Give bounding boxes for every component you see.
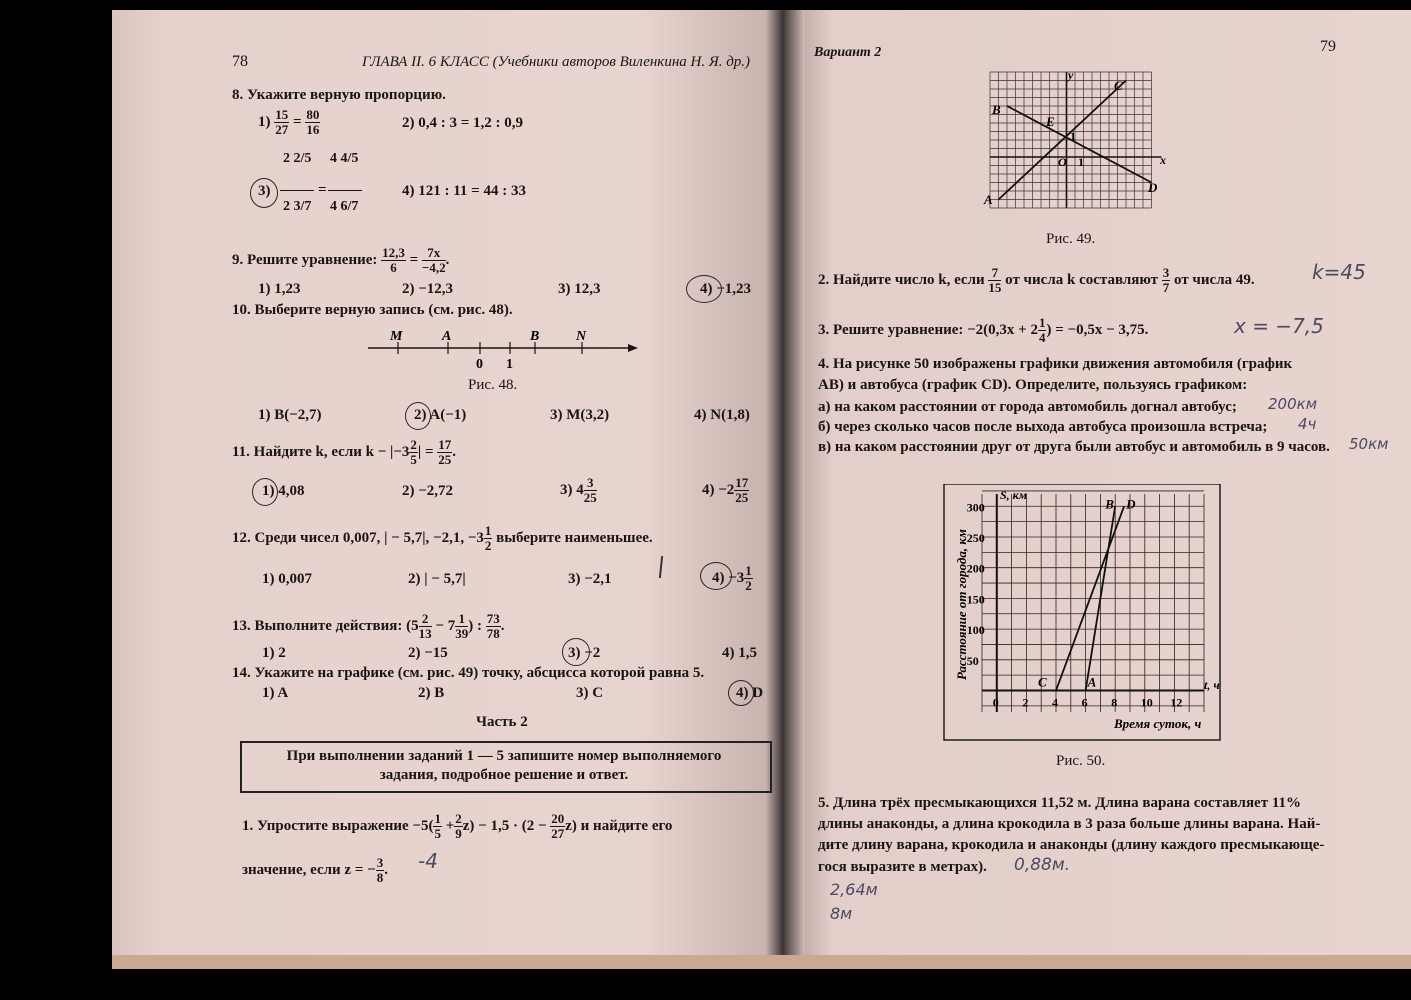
q14-option-4: 4) D [736, 685, 764, 701]
handwritten-answer: k=45 [1312, 260, 1366, 284]
point-label: B [992, 102, 1001, 117]
q9-option-3: 3) 12,3 [558, 281, 601, 297]
q13-stem: 13. Выполните действия: (5 $\frac{2}{13}$ − 7 $\frac{1}{39}$ ) : $\frac{73}{78}$ . [232, 611, 505, 641]
fig50-caption: Рис. 50. [1056, 753, 1106, 769]
q4-b: б) через сколько часов после выхода автобуса произошла встреча; [818, 419, 1268, 435]
right-page-header: Вариант 2 [814, 45, 882, 60]
answer-circle [562, 638, 590, 666]
instruction-line-2: задания, подробное решение и ответ. [379, 767, 629, 783]
coordinate-grid-fig49 [980, 68, 1180, 216]
handwritten-answer: 8м [830, 904, 853, 923]
part2-heading: Часть 2 [476, 714, 528, 730]
q12-option-2: 2) | − 5,7| [408, 571, 466, 587]
q10-option-4: 4) N(1,8) [694, 407, 750, 423]
q10-option-3: 3) M(3,2) [550, 407, 610, 423]
point-label: B [530, 329, 540, 344]
q3-text: 3. Решите уравнение: −2(0,3x + 2 $\frac{1}{4}$ ) = −0,5x − 3,75. [818, 315, 1149, 345]
q11-option-2: 2) −2,72 [402, 483, 454, 499]
answer-circle [252, 478, 278, 506]
point-label: B [1105, 496, 1114, 512]
q12-stem: 12. Среди чисел 0,007, | − 5,7|, −2,1, −3 $\frac{1}{2}$ выберите наименьшее. [232, 523, 653, 553]
task1-line2: значение, если z = − $\frac{3}{8}$ . [242, 855, 388, 885]
handwritten-answer: 200км [1268, 395, 1318, 413]
q10-stem: 10. Выберите верную запись (см. рис. 48). [232, 302, 513, 318]
answer-circle [728, 680, 754, 706]
q5-line-4: гося выразите в метрах). [818, 859, 987, 875]
x-tick-label: 4 [1052, 695, 1058, 710]
q11-option-3: 3) 4 $\frac{3}{25}$ [560, 475, 597, 505]
q13-option-1: 1) 2 [262, 645, 286, 661]
point-label: M [390, 329, 403, 344]
q10-option-1: 1) B(−2,7) [258, 407, 322, 423]
q5-line-3: дите длину варана, крокодила и анаконды (длину каждого пресмыкающе- [818, 837, 1325, 853]
q12-option-4: 4) −3 $\frac{1}{2}$ [712, 563, 752, 593]
x-tick-label: 10 [1140, 695, 1153, 710]
q9-option-2: 2) −12,3 [402, 281, 454, 297]
handwritten-answer: 0,88м. [1014, 855, 1071, 875]
q4-c: в) на каком расстоянии друг от друга были автобус и автомобиль в 9 часов. [818, 439, 1330, 455]
handwritten-answer: -4 [418, 849, 438, 873]
book-gutter [765, 10, 805, 968]
q9-stem: 9. Решите уравнение: $\frac{12,3}{6}$ = $\frac{7x}{-4,2}$ . [232, 245, 450, 275]
handwritten-answer: 4ч [1298, 415, 1317, 433]
page-edge [112, 955, 1411, 969]
left-page-number: 78 [232, 53, 248, 70]
q4-line-2: AB) и автобуса (график CD). Определите, пользуясь графиком: [818, 377, 1248, 393]
handwritten-answer: x = −7,5 [1234, 314, 1324, 338]
tick-label: 1 [1078, 155, 1084, 169]
point-label: A [984, 192, 993, 207]
y-tick-label: 100 [966, 623, 985, 638]
q5-line-1: 5. Длина трёх пресмыкающихся 11,52 м. Длина варана составляет 11% [818, 795, 1302, 811]
q9-option-1: 1) 1,23 [258, 281, 301, 297]
chart-x-axis-label: t, ч [1204, 678, 1220, 692]
q11-stem: 11. Найдите k, если k − |−3 $\frac{2}{5}$ | = $\frac{17}{25}$ . [232, 437, 456, 467]
point-label: C [1038, 674, 1047, 690]
answer-circle [405, 402, 431, 430]
y-tick-label: 300 [966, 500, 985, 515]
number-line-fig48 [360, 326, 640, 372]
chart-y-title: Расстояние от города, км [954, 529, 969, 680]
q14-stem: 14. Укажите на графике (см. рис. 49) точку, абсцисса которой равна 5. [232, 665, 705, 681]
fig49-caption: Рис. 49. [1046, 231, 1096, 247]
instruction-line-1: При выполнении заданий 1 — 5 запишите номер выполняемого [286, 748, 722, 764]
x-tick-label: 2 [1022, 695, 1029, 710]
q12-option-3: 3) −2,1 [568, 571, 612, 587]
x-tick-label: 0 [992, 695, 999, 710]
distance-time-chart [942, 484, 1222, 744]
handwritten-answer: 2,64м [830, 880, 878, 899]
q8-stem: 8. Укажите верную пропорцию. [232, 87, 446, 103]
point-label: C [1114, 78, 1123, 93]
point-label: N [576, 329, 587, 344]
point-label: O [1058, 155, 1067, 169]
handwritten-answer: 50км [1349, 435, 1389, 453]
answer-circle [686, 275, 722, 303]
q11-option-1: 1) 4,08 [262, 483, 305, 499]
tick-label: 1 [506, 357, 513, 372]
y-tick-label: 150 [966, 592, 985, 607]
q11-option-4: 4) −2 $\frac{17}{25}$ [702, 475, 749, 505]
q8-option-4: 4) 121 : 11 = 44 : 33 [402, 183, 526, 199]
point-label: E [1046, 114, 1055, 129]
y-tick-label: 50 [966, 653, 979, 668]
q2-text: 2. Найдите число k, если $\frac{7}{15}$ от числа k составляют $\frac{3}{7}$ от числа 49. [818, 265, 1255, 295]
q14-option-3: 3) C [576, 685, 604, 701]
chart-x-title: Время суток, ч [1114, 716, 1202, 731]
answer-circle [700, 562, 732, 590]
q4-line-1: 4. На рисунке 50 изображены графики движения автомобиля (график [818, 356, 1293, 372]
tick-label: 1 [1070, 129, 1076, 143]
right-page-number: 79 [1320, 38, 1336, 55]
point-label: D [1126, 496, 1136, 512]
q13-option-3: 3) −2 [568, 645, 601, 661]
q4-a: а) на каком расстоянии от города автомобиль догнал автобус; [818, 399, 1237, 415]
tick-label: 0 [476, 357, 483, 372]
q10-option-2: 2) A(−1) [414, 407, 467, 423]
y-tick-label: 200 [966, 561, 985, 576]
q5-line-2: длины анаконды, а длина крокодила в 3 раза больше длины варана. Най- [818, 816, 1321, 832]
y-tick-label: 250 [966, 530, 985, 545]
chart-y-axis-label: S, км [1000, 488, 1027, 502]
fig48-caption: Рис. 48. [468, 377, 518, 393]
x-tick-label: 8 [1111, 695, 1118, 710]
q8-option-1: 1) $\frac{15}{27}$ = $\frac{80}{16}$ [258, 107, 320, 137]
x-tick-label: 12 [1170, 695, 1183, 710]
q14-option-2: 2) B [418, 685, 445, 701]
axis-label: x [1160, 153, 1166, 167]
point-label: D [1148, 180, 1158, 195]
task1-line1: 1. Упростите выражение −5( $\frac{1}{5}$ + $\frac{2}{9}$ z) − 1,5 · (2 − $\frac{20}{27}$ z) и найдите его [242, 811, 673, 841]
answer-circle [250, 178, 278, 208]
point-label: A [442, 329, 452, 344]
q12-option-1: 1) 0,007 [262, 571, 312, 587]
left-page-header: ГЛАВА II. 6 КЛАСС (Учебники авторов Виленкина Н. Я. др.) [362, 54, 751, 70]
q14-option-1: 1) A [262, 685, 289, 701]
q9-option-4: 4) −1,23 [700, 281, 752, 297]
x-tick-label: 6 [1081, 695, 1088, 710]
point-label: A [1087, 674, 1097, 690]
axis-label: y [1068, 68, 1074, 82]
q13-option-4: 4) 1,5 [722, 645, 757, 661]
q13-option-2: 2) −15 [408, 645, 448, 661]
q8-option-2: 2) 0,4 : 3 = 1,2 : 0,9 [402, 115, 524, 131]
